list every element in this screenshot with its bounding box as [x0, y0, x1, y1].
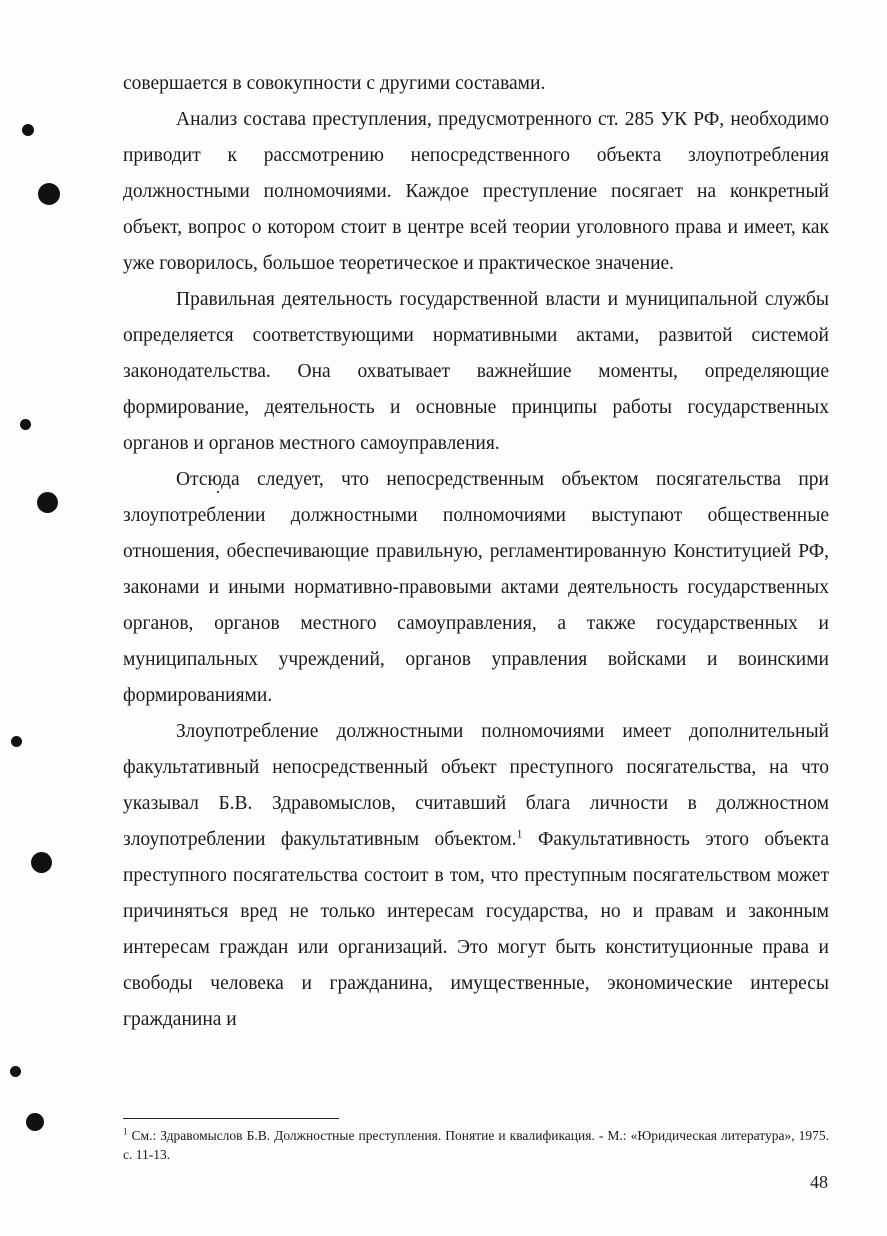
binder-hole-mark [38, 183, 60, 205]
footnote-mark: 1 [123, 1126, 128, 1137]
paragraph-5-text-after-ref: Факультативность этого объекта преступного посягательства состоит в том, что преступным посягательством может причиняться вред не только интересам государства, но и правам и законным интересам граждан или организаций. Это могут быть конституционные права и свободы человека и гражданина, имущественные, экономические интересы гражданина и [123, 829, 829, 1030]
binder-hole-mark [11, 736, 22, 747]
body-text [123, 66, 829, 1038]
footnote-text: См.: Здравомыслов Б.В. Должностные преступления. Понятие и квалификация. - М.: «Юридическая литература», 1975. с. 11-13. [123, 1128, 829, 1162]
paragraph-4: Отсюда следует, что непосредственным объектом посягательства при злоупотреблении должностными полномочиями выступают общественные отношения, обеспечивающие правильную, регламентированную Конституцией РФ, законами и иными нормативно-правовыми актами деятельность государственных органов, органов местного самоуправления, а также государственных и муниципальных учреждений, органов управления войсками и воинскими формированиями. [123, 469, 829, 706]
binder-hole-mark [37, 492, 58, 513]
paragraph-5 [123, 714, 829, 1038]
binder-hole-mark [20, 419, 31, 430]
binder-hole-mark [22, 124, 34, 136]
page-number: 48 [810, 1172, 828, 1192]
footnote [123, 1126, 829, 1164]
footnote-reference: 1 [516, 826, 523, 841]
paragraph-3: Правильная деятельность государственной власти и муниципальной службы определяется соответствующими нормативными актами, развитой системой законодательства. Она охватывает важнейшие моменты, определяющие формирование, деятельность и основные принципы работы государственных органов и органов местного самоуправления. [123, 289, 829, 454]
paragraph-5-text-before-ref: Злоупотребление должностными полномочиями имеет дополнительный факультативный непосредственный объект преступного посягательства, на что указывал Б.В. Здравомыслов, считавший блага личности в должностном злоупотреблении факультативным объектом. [123, 721, 829, 850]
paragraph-1: совершается в совокупности с другими составами. [123, 73, 546, 94]
footnote-divider [123, 1118, 339, 1119]
binder-hole-mark [10, 1066, 21, 1077]
paragraph-2: Анализ состава преступления, предусмотренного ст. 285 УК РФ, необходимо приводит к рассмотрению непосредственного объекта злоупотребления должностными полномочиями. Каждое преступление посягает на конкретный объект, вопрос о котором стоит в центре всей теории уголовного права и имеет, как уже говорилось, большое теоретическое и практическое значение. [123, 109, 829, 274]
binder-hole-mark [26, 1113, 44, 1131]
binder-hole-mark [31, 852, 52, 873]
